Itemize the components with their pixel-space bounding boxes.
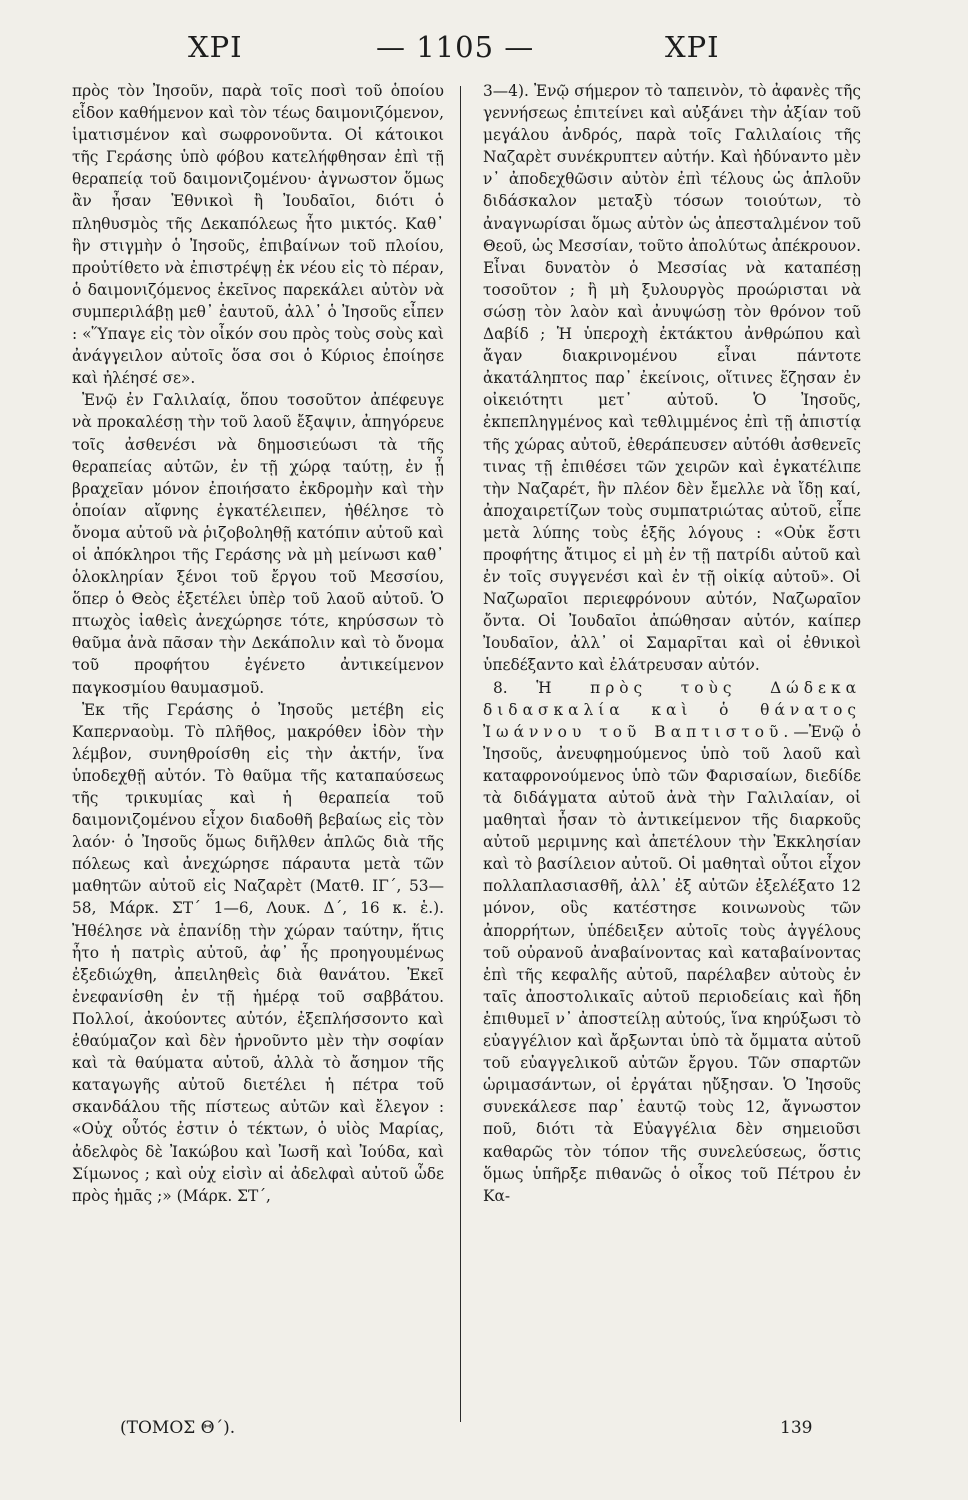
left-column bbox=[72, 80, 444, 1207]
section-number: 8. bbox=[493, 678, 508, 697]
running-head-left: ΧΡΙ bbox=[188, 30, 243, 64]
paragraph: πρὸς τὸν Ἰησοῦν, παρὰ τοῖς ποσὶ τοῦ ὁποίου εἶδον καθήμενον καὶ τὸν τέως δαιμονιζόμενον, ἱματισμένον καὶ σωφρονοῦντα. Οἱ κάτοικοι τῆς Γεράσης ὑπὸ φόβου κατελήφθησαν ἐπὶ τῇ θεραπείᾳ τοῦ δαιμονιζομένου· ἀγνωστον ὅμως ἂν ἦσαν Ἐθνικοὶ ἢ Ἰουδαῖοι, διότι ὁ πληθυσμὸς τῆς Δεκαπόλεως ἦτο μικτός. Καθ᾽ ἣν στιγμὴν ὁ Ἰησοῦς, ἐπιβαίνων τοῦ πλοίου, προὐτίθετο νὰ ἐπιστρέψῃ ἐκ νέου εἰς τὸ πέραν, ὁ δαιμονιζόμενος ἐκεῖνος παρεκάλει αὐτὸν νὰ συμπεριλάβῃ μεθ᾽ ἑαυτοῦ, ἀλλ᾽ ὁ Ἰησοῦς εἶπεν : «Ὕπαγε εἰς τὸν οἶκόν σου πρὸς τοὺς σοὺς καὶ ἀνάγγειλον αὐτοῖς ὅσα σοι ὁ Κύριος ἐποίησε καὶ ἠλέησέ σε». bbox=[72, 82, 444, 388]
section-paragraph bbox=[483, 677, 861, 1207]
paragraph: Ἐνῷ ἐν Γαλιλαίᾳ, ὅπου τοσοῦτον ἀπέφευγε νὰ προκαλέσῃ τὴν τοῦ λαοῦ ἔξαψιν, ἀπηγόρευε τοῖς ἀσθενέσι νὰ δημοσιεύωσι τὰ τῆς θεραπείας αὐτῶν, ἐν τῇ χώρᾳ ταύτῃ, ἐν ᾗ βραχεῖαν μόνον ἐποιήσατο ἐκδρομὴν καὶ τὴν ὁποίαν αἴφνης ἐγκατέλειπεν, ἠθέλησε τὸ ὄνομα αὐτοῦ νὰ ῥιζοβοληθῇ κατόπιν αὐτοῦ καὶ οἱ ἀπόκληροι τῆς Γεράσης νὰ μὴ μείνωσι καθ᾽ ὁλοκληρίαν ξένοι τοῦ ἔργου τοῦ Μεσσίου, ὅπερ ὁ Θεὸς ἐξετέλει ὑπὲρ τοῦ λαοῦ αὐτοῦ. Ὁ πτωχὸς ἰαθεὶς ἀνεχώρησε τότε, κηρύσσων τὸ θαῦμα ἀνὰ πᾶσαν τὴν Δεκάπολιν καὶ τὸ ὄνομα τοῦ προφήτου ἐγένετο ἀντικείμενον παγκοσμίου θαυμασμοῦ. bbox=[72, 391, 444, 697]
page-header bbox=[0, 30, 968, 74]
running-head-right: ΧΡΙ bbox=[665, 30, 720, 64]
sheet-number: 139 bbox=[780, 1418, 813, 1438]
page-number: — 1105 — bbox=[376, 30, 535, 64]
section-body: —Ἐνῷ ὁ Ἰησοῦς, ἀνευφημούμενος ὑπὸ τοῦ λαοῦ καὶ καταφρονούμενος ὑπὸ τῶν Φαρισαίων, διεδίδε τὰ διδάγματα αὐτοῦ ἀνὰ τὴν Γαλιλαίαν, οἱ μαθηταὶ ἦσαν τὸ ἀντικείμενον τῆς διαρκοῦς αὐτοῦ μεριμνης καὶ ἀπετέλουν τὴν Ἐκκλησίαν καὶ τὸ βασίλειον αὐτοῦ. Οἱ μαθηταὶ οὗτοι εἶχον πολλαπλασιασθῆ, ἀλλ᾽ ἐξ αὐτῶν ἐξελέξατο 12 μόνον, οὓς κατέστησε κοινωνοὺς τῶν ἀπορρήτων, ὑπέδειξεν αὐτοῖς τοὺς ἀγγέλους τοῦ οὐρανοῦ ἀναβαίνοντας καὶ καταβαίνοντας ἐπὶ τῆς κεφαλῆς αὐτοῦ, παρέλαβεν αὐτοὺς ἐν ταῖς ἀποστολικαῖς αὐτοῦ περιοδείαις καὶ ἤδη ἐπιθυμεῖ ν᾽ ἀποστείλῃ αὐτούς, ἵνα κηρύξωσι τὸ εὐαγγέλιον καὶ ἄρξωνται ὑπὸ τὰ ὄμματα αὐτοῦ τοῦ εὐαγγελικοῦ αὐτῶν ἔργου. Τῶν σπαρτῶν ὡριμασάντων, οἱ ἐργάται ηὔξησαν. Ὁ Ἰησοῦς συνεκάλεσε παρ᾽ ἑαυτῷ τοὺς 12, ἄγνωστον ποῦ, διότι τὰ Εὐαγγέλια δὲν σημειοῦσι καθαρῶς τὸν τόπον τῆς συνελεύσεως, ὅστις ὅμως ὑπῆρξε πιθανῶς ὁ οἶκος τοῦ Πέτρου ἐν Κα- bbox=[483, 722, 861, 1205]
volume-signature: (ΤΟΜΟΣ Θ΄). bbox=[120, 1418, 236, 1438]
paragraph: 3—4). Ἐνῷ σήμερον τὸ ταπεινὸν, τὸ ἀφανὲς τῆς γεννήσεως ἐπιτείνει καὶ αὐξάνει τὴν ἀξίαν τοῦ μεγάλου ἀνδρός, παρὰ τοῖς Γαλιλαίοις τῆς Ναζαρὲτ συνέκρυπτεν αὐτήν. Καὶ ἠδύναντο μὲν ν᾽ ἀποδεχθῶσιν αὐτὸν ἐπὶ τέλους ὡς ἁπλοῦν διδάσκαλον μεταξὺ τόσων τοιούτων, τὸ ἀναγνωρίσαι ὅμως αὐτὸν ὡς ἀπεσταλμένον τοῦ Θεοῦ, ὡς Μεσσίαν, τοῦτο ἀπολύτως ἀπέκρουον. Εἶναι δυνατὸν ὁ Μεσσίας νὰ καταπέσῃ τοσοῦτον ; ἢ μὴ ξυλουργὸς προώρισται νὰ σώσῃ τὸν λαὸν καὶ ἀνυψώσῃ τὸν θρόνον τοῦ Δαβίδ ; Ἡ ὑπεροχὴ ἐκτάκτου ἀνθρώπου καὶ ἄγαν διακρινομένου εἶναι πάντοτε ἀκατάληπτος παρ᾽ ἐκείνοις, οἵτινες ἔζησαν ἐν οἰκειότητι μετ᾽ αὐτοῦ. Ὁ Ἰησοῦς, ἐκπεπληγμένος καὶ τεθλιμμένος ἐπὶ τῇ ἀπιστίᾳ τῆς χώρας αὐτοῦ, ἐθεράπευσεν αὐτόθι ἀσθενεῖς τινας τῇ ἐπιθέσει τῶν χειρῶν καὶ ἐγκατέλιπε τὴν Ναζαρέτ, ἣν πλέον δὲν ἔμελλε νὰ ἴδῃ καί, ἀποχαιρετίζων τοὺς συμπατριώτας αὐτοῦ, εἶπε μετὰ λύπης τοὺς ἑξῆς λόγους : «Οὐκ ἔστι προφήτης ἄτιμος εἰ μὴ ἐν τῇ πατρίδι αὐτοῦ καὶ ἐν τοῖς συγγενέσι καὶ ἐν τῇ οἰκίᾳ αὐτοῦ». Οἱ Ναζωραῖοι περιεφρόνουν αὐτόν, Ναζωραῖον ὄντα. Οἱ Ἰουδαῖοι ἀπώθησαν αὐτόν, καίπερ Ἰουδαῖον, ἀλλ᾽ οἱ Σαμαρῖται καὶ οἱ ἐθνικοὶ ὑπεδέξαντο καὶ ἐλάτρευσαν αὐτόν. bbox=[483, 82, 861, 675]
paragraph: Ἐκ τῆς Γεράσης ὁ Ἰησοῦς μετέβη εἰς Καπερναοὺμ. Τὸ πλῆθος, μακρόθεν ἰδὸν τὴν λέμβον, συνηθροίσθη εἰς τὴν ἀκτήν, ἵνα ὑποδεχθῇ αὐτόν. Τὸ θαῦμα τῆς καταπαύσεως τῆς τρικυμίας καὶ ἡ θεραπεία τοῦ δαιμονιζομένου εἶχον διαδοθῆ βεβαίως εἰς τὸν λαόν· ὁ Ἰησοῦς ὅμως διῆλθεν ἁπλῶς διὰ τῆς πόλεως καὶ ἀνεχώρησε πάραυτα μετὰ τῶν μαθητῶν αὐτοῦ εἰς Ναζαρὲτ (Ματθ. ΙΓ´, 53—58, Μάρκ. ΣΤ´ 1—6, Λουκ. Δ´, 16 κ. ἑ.). Ἠθέλησε νὰ ἐπανίδῃ τὴν χώραν ταύτην, ἥτις ἦτο ἡ πατρὶς αὐτοῦ, ἀφ᾽ ἧς προηγουμένως ἐξεδιώχθη, ἀπειληθεὶς διὰ θανάτου. Ἐκεῖ ἐνεφανίσθη ἐν τῇ ἡμέρᾳ τοῦ σαββάτου. Πολλοί, ἀκούοντες αὐτόν, ἐξεπλήσσοντο καὶ ἐθαύμαζον καὶ δὲν ἠρνοῦντο μὲν τὴν σοφίαν καὶ τὰ θαύματα αὐτοῦ, ἀλλὰ τὸ ἄσημον τῆς καταγωγῆς αὐτοῦ διετέλει ἡ πέτρα τοῦ σκανδάλου τῆς πίστεως αὐτῶν καὶ ἔλεγον : «Οὐχ οὗτός ἐστιν ὁ τέκτων, ὁ υἱὸς Μαρίας, ἀδελφὸς δὲ Ἰακώβου καὶ Ἰωσῆ καὶ Ἰούδα, καὶ Σίμωνος ; καὶ οὐχ εἰσὶν αἱ ἀδελφαὶ αὐτοῦ ὧδε πρὸς ἡμᾶς ;» (Μάρκ. ΣΤ´, bbox=[72, 700, 444, 1205]
section-title: Ἡ πρὸς τοὺς Δώδεκα διδασκαλία καὶ ὁ θάνατος Ἰωάννου τοῦ Βαπτιστοῦ. bbox=[483, 678, 861, 741]
column-divider bbox=[460, 86, 461, 1422]
right-column bbox=[483, 80, 861, 1207]
